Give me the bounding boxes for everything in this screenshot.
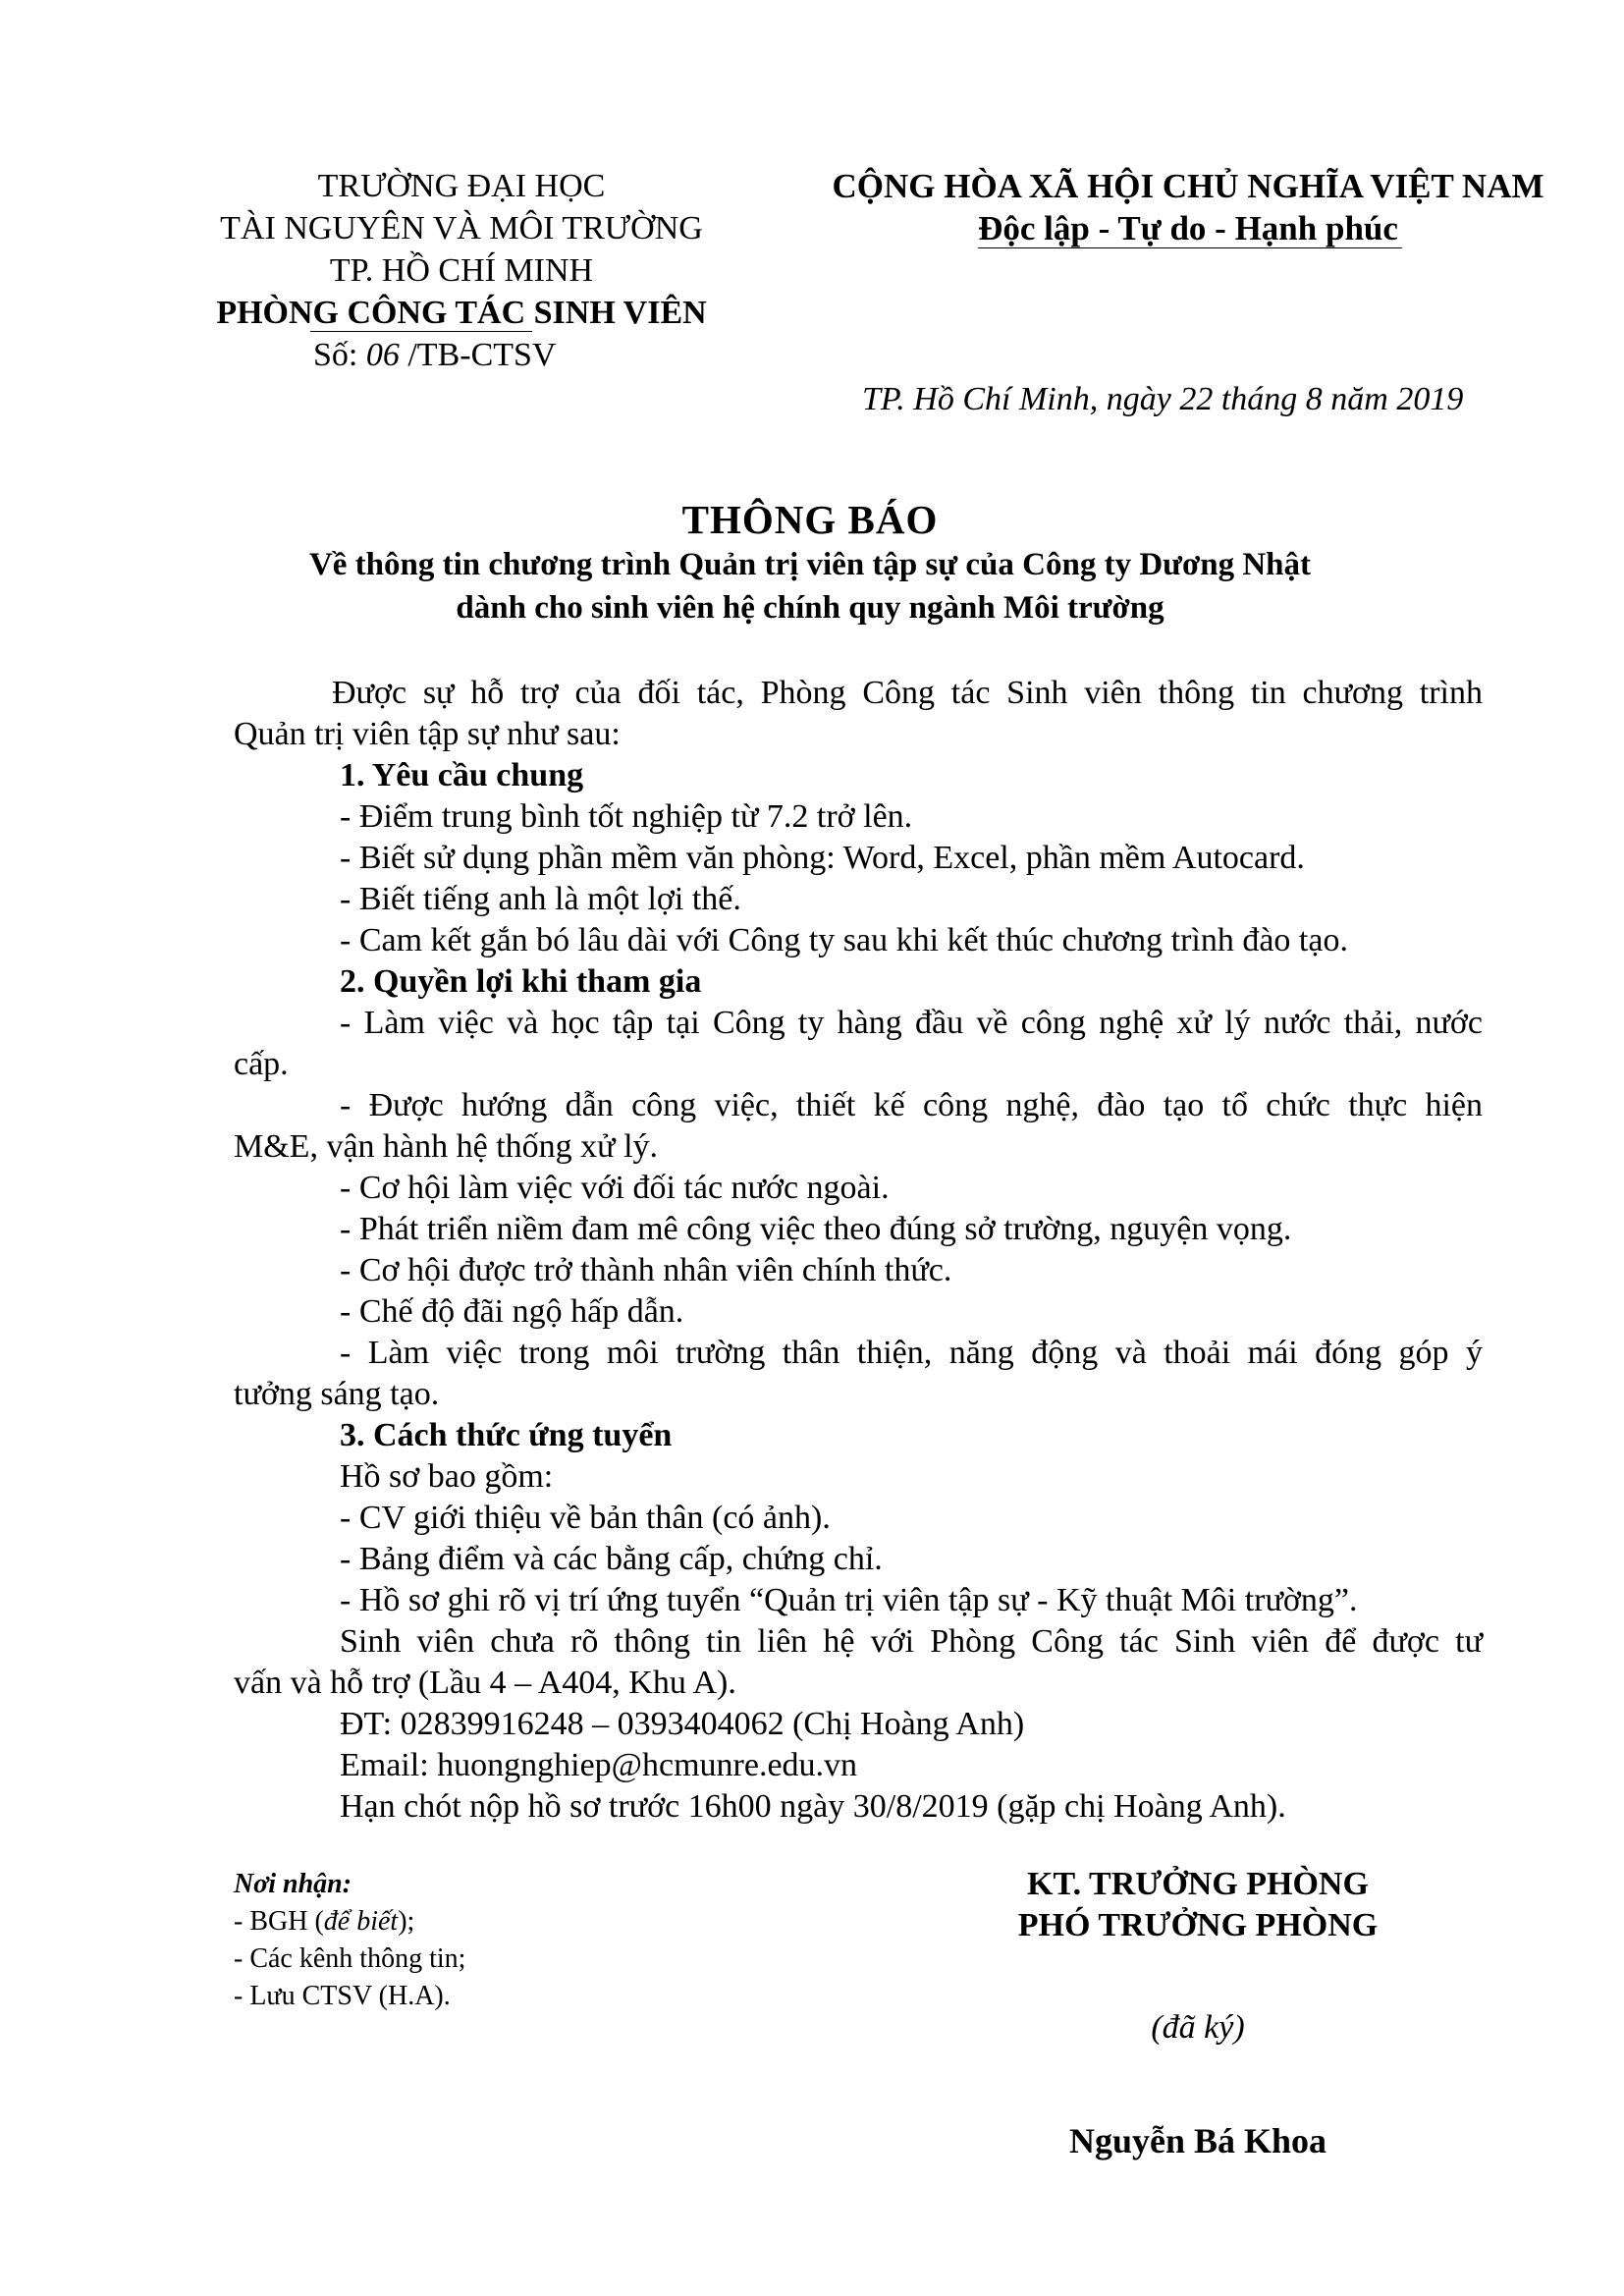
notice-body [234, 673, 1483, 1828]
university-name-line1: TRƯỜNG ĐẠI HỌC [317, 168, 606, 204]
recipient-archive: - Lưu CTSV (H.A). [234, 1981, 451, 2011]
motto-wrapper [800, 207, 1576, 249]
section2-item7-line2: tưởng sáng tạo. [234, 1376, 440, 1412]
national-header-block [800, 165, 1576, 249]
section2-item: - Chế độ đãi ngộ hấp dẫn. [340, 1293, 684, 1330]
contact-line1: Sinh viên chưa rõ thông tin liên hệ với Phòng Công tác Sinh viên để được tư [340, 1623, 1483, 1660]
university-name-line3: TP. HỒ CHÍ MINH [329, 252, 594, 289]
document-subtitle [147, 543, 1473, 629]
deadline-line: Hạn chót nộp hồ sơ trước 16h00 ngày 30/8/2019 (gặp chị Hoàng Anh). [340, 1788, 1286, 1825]
section2-item2-line2: M&E, vận hành hệ thống xử lý. [234, 1128, 659, 1165]
section3-item: - Hồ sơ ghi rõ vị trí ứng tuyển “Quản trị viên tập sự - Kỹ thuật Môi trường”. [340, 1582, 1358, 1618]
department-underline [310, 331, 531, 332]
signature-block [884, 1864, 1512, 2161]
motto-underline [978, 247, 1402, 248]
department-name-text: PHÒNG CÔNG TÁC SINH VIÊN [216, 295, 707, 331]
section3-item: - Bảng điểm và các bằng cấp, chứng chỉ. [340, 1541, 883, 1577]
section1-item: - Biết tiếng anh là một lợi thế. [340, 881, 741, 917]
section2-item7-line1: - Làm việc trong môi trường thân thiện, năng động và thoải mái đóng góp ý [340, 1335, 1483, 1371]
university-name-line2: TÀI NGUYÊN VÀ MÔI TRƯỜNG [220, 210, 703, 246]
subtitle-line2: dành cho sinh viên hệ chính quy ngành Môi trường [456, 590, 1164, 626]
recipient-channels: - Các kênh thông tin; [234, 1943, 466, 1974]
recipient-bgh [234, 1903, 725, 1941]
date-line: TP. Hồ Chí Minh, ngày 22 tháng 8 năm 2019 [862, 381, 1464, 417]
signer-title-line1: KT. TRƯỞNG PHÒNG [1027, 1866, 1369, 1902]
section1-heading: 1. Yêu cầu chung [340, 757, 584, 793]
section2-item: - Cơ hội làm việc với đối tác nước ngoài. [340, 1170, 890, 1206]
contact-email: Email: huongnghiep@hcmunre.edu.vn [340, 1747, 858, 1783]
section2-item: - Cơ hội được trở thành nhân viên chính thức. [340, 1252, 952, 1288]
section3-item: - CV giới thiệu về bản thân (có ảnh). [340, 1500, 831, 1536]
recipients-block [234, 1866, 725, 2015]
document-number [187, 334, 736, 376]
document-number-prefix: Số: [313, 337, 366, 373]
intro-line1: Được sự hỗ trợ của đối tác, Phòng Công tác Sinh viên thông tin chương trình [332, 675, 1483, 711]
signed-note: (đã ký) [1151, 2009, 1245, 2046]
contact-phone: ĐT: 02839916248 – 0393404062 (Chị Hoàng Anh) [340, 1706, 1025, 1742]
section2-heading: 2. Quyền lợi khi tham gia [340, 963, 702, 1000]
national-motto-text: Độc lập - Tự do - Hạnh phúc [978, 209, 1398, 247]
intro-line2: Quản trị viên tập sự như sau: [234, 716, 621, 752]
section2-item1-line2: cấp. [234, 1046, 289, 1082]
document-number-suffix: /TB-CTSV [399, 337, 557, 373]
department-name-wrapper [187, 292, 736, 334]
signer-name: Nguyễn Bá Khoa [1068, 2121, 1327, 2160]
section2-item: - Phát triển niềm đam mê công việc theo đúng sở trường, nguyện vọng. [340, 1211, 1292, 1247]
section2-item1-line1: - Làm việc và học tập tại Công ty hàng đầu về công nghệ xử lý nước thải, nước [340, 1005, 1483, 1041]
documents-label: Hồ sơ bao gồm: [340, 1458, 554, 1495]
document-title: THÔNG BÁO [681, 497, 939, 542]
recipients-label: Nơi nhận: [234, 1869, 352, 1899]
signer-title-line2: PHÓ TRƯỞNG PHÒNG [1017, 1907, 1379, 1943]
recipient-bgh-suffix: ); [398, 1906, 415, 1937]
section2-item2-line1: - Được hướng dẫn công việc, thiết kế công nghệ, đào tạo tổ chức thực hiện [340, 1087, 1483, 1123]
country-name: CỘNG HÒA XÃ HỘI CHỦ NGHĨA VIỆT NAM [832, 167, 1544, 205]
contact-line2: vấn và hỗ trợ (Lầu 4 – A404, Khu A). [234, 1665, 736, 1701]
section1-item: - Biết sử dụng phần mềm văn phòng: Word, Excel, phần mềm Autocard. [340, 840, 1305, 876]
section1-item: - Điểm trung bình tốt nghiệp từ 7.2 trở lên. [340, 798, 913, 835]
department-name [216, 292, 706, 334]
recipient-bgh-prefix: - BGH ( [234, 1906, 324, 1937]
section3-heading: 3. Cách thức ứng tuyển [340, 1417, 673, 1453]
issuing-organization-block [187, 165, 736, 376]
subtitle-line1: Về thông tin chương trình Quản trị viên tập sự của Công ty Dương Nhật [308, 547, 1312, 582]
section1-item: - Cam kết gắn bó lâu dài với Công ty sau khi kết thúc chương trình đào tạo. [340, 922, 1348, 958]
document-number-value: 06 [365, 337, 400, 373]
recipient-bgh-note: để biết [323, 1906, 399, 1937]
national-motto [978, 207, 1398, 249]
